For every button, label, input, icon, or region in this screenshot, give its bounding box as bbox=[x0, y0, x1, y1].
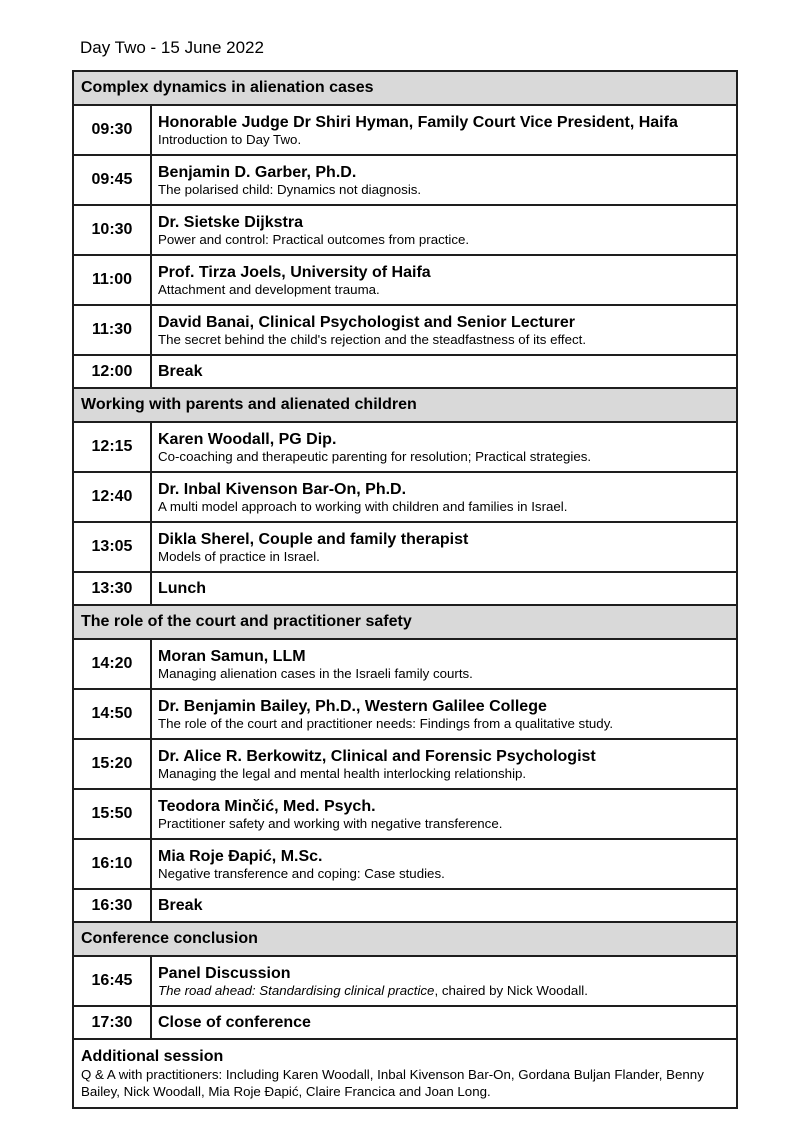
talk-title: Co-coaching and therapeutic parenting for resolution; Practical strategies. bbox=[158, 448, 592, 464]
talk-title-italic: The road ahead: Standardising clinical practice bbox=[158, 982, 435, 998]
talk-title: The secret behind the child's rejection and the steadfastness of its effect. bbox=[158, 331, 587, 347]
session-row bbox=[73, 789, 737, 839]
speaker-name: Moran Samun, LLM bbox=[158, 647, 306, 665]
session-time: 16:10 bbox=[73, 839, 151, 889]
section-title: Working with parents and alienated children bbox=[73, 388, 737, 422]
speaker-name: Dr. Benjamin Bailey, Ph.D., Western Galilee College bbox=[158, 697, 547, 715]
speaker-name: Dr. Inbal Kivenson Bar-On, Ph.D. bbox=[158, 480, 407, 498]
speaker-name: Teodora Minčić, Med. Psych. bbox=[158, 797, 376, 815]
section-title: The role of the court and practitioner safety bbox=[73, 605, 737, 639]
lunch-row bbox=[73, 572, 737, 605]
talk-title: Managing alienation cases in the Israeli family courts. bbox=[158, 665, 473, 681]
session-row bbox=[73, 522, 737, 572]
page-title: Day Two - 15 June 2022 bbox=[80, 38, 264, 57]
session-row bbox=[73, 155, 737, 205]
session-time: 09:45 bbox=[73, 155, 151, 205]
section-header bbox=[73, 388, 737, 422]
section-header bbox=[73, 922, 737, 956]
session-row bbox=[73, 305, 737, 355]
talk-title: Introduction to Day Two. bbox=[158, 131, 302, 147]
talk-title bbox=[158, 983, 730, 999]
speaker-name: Dr. Sietske Dijkstra bbox=[158, 213, 303, 231]
session-row bbox=[73, 105, 737, 155]
session-time: 13:30 bbox=[73, 572, 151, 605]
additional-text: Q & A with practitioners: Including Karen Woodall, Inbal Kivenson Bar-On, Gordana Buljan Flander, Benny Bailey, Nick Woodall, Mia Roje Đapić, Claire Francica and Joan Long. bbox=[81, 1067, 704, 1099]
session-row bbox=[73, 689, 737, 739]
session-time: 12:00 bbox=[73, 355, 151, 388]
session-time: 14:20 bbox=[73, 639, 151, 689]
session-time: 15:50 bbox=[73, 789, 151, 839]
break-row bbox=[73, 889, 737, 922]
session-row bbox=[73, 839, 737, 889]
speaker-name: Dikla Sherel, Couple and family therapist bbox=[158, 530, 469, 548]
session-time: 17:30 bbox=[73, 1006, 151, 1039]
session-row bbox=[73, 472, 737, 522]
talk-title: Practitioner safety and working with negative transference. bbox=[158, 815, 503, 831]
session-row bbox=[73, 422, 737, 472]
session-time: 15:20 bbox=[73, 739, 151, 789]
talk-title: Negative transference and coping: Case studies. bbox=[158, 865, 445, 881]
closing-row bbox=[73, 1006, 737, 1039]
talk-title: Models of practice in Israel. bbox=[158, 548, 320, 564]
section-header bbox=[73, 71, 737, 105]
break-label: Break bbox=[158, 362, 203, 380]
session-row bbox=[73, 255, 737, 305]
talk-title: Attachment and development trauma. bbox=[158, 281, 380, 297]
speaker-name: Panel Discussion bbox=[158, 964, 291, 982]
talk-title: A multi model approach to working with children and families in Israel. bbox=[158, 498, 568, 514]
additional-title: Additional session bbox=[81, 1048, 224, 1065]
talk-title: Managing the legal and mental health interlocking relationship. bbox=[158, 765, 527, 781]
additional-session bbox=[73, 1039, 737, 1108]
talk-title: Power and control: Practical outcomes from practice. bbox=[158, 231, 470, 247]
session-time: 16:30 bbox=[73, 889, 151, 922]
speaker-name: David Banai, Clinical Psychologist and Senior Lecturer bbox=[158, 313, 575, 331]
closing-label: Close of conference bbox=[158, 1013, 311, 1031]
session-row bbox=[73, 205, 737, 255]
break-label: Break bbox=[158, 896, 203, 914]
session-time: 11:30 bbox=[73, 305, 151, 355]
break-row bbox=[73, 355, 737, 388]
schedule-table bbox=[72, 70, 738, 1109]
speaker-name: Honorable Judge Dr Shiri Hyman, Family Court Vice President, Haifa bbox=[158, 113, 678, 131]
section-header bbox=[73, 605, 737, 639]
talk-title: The polarised child: Dynamics not diagnosis. bbox=[158, 181, 422, 197]
session-row bbox=[73, 639, 737, 689]
session-row bbox=[73, 956, 737, 1006]
lunch-label: Lunch bbox=[158, 579, 206, 597]
session-time: 10:30 bbox=[73, 205, 151, 255]
session-time: 09:30 bbox=[73, 105, 151, 155]
section-title: Complex dynamics in alienation cases bbox=[73, 71, 737, 105]
talk-title: The role of the court and practitioner needs: Findings from a qualitative study. bbox=[158, 715, 614, 731]
session-time: 12:40 bbox=[73, 472, 151, 522]
session-time: 16:45 bbox=[73, 956, 151, 1006]
session-time: 12:15 bbox=[73, 422, 151, 472]
speaker-name: Mia Roje Đapić, M.Sc. bbox=[158, 847, 323, 865]
session-time: 11:00 bbox=[73, 255, 151, 305]
session-time: 14:50 bbox=[73, 689, 151, 739]
speaker-name: Benjamin D. Garber, Ph.D. bbox=[158, 163, 357, 181]
session-row bbox=[73, 739, 737, 789]
speaker-name: Prof. Tirza Joels, University of Haifa bbox=[158, 263, 431, 281]
speaker-name: Dr. Alice R. Berkowitz, Clinical and Forensic Psychologist bbox=[158, 747, 596, 765]
speaker-name: Karen Woodall, PG Dip. bbox=[158, 430, 337, 448]
session-time: 13:05 bbox=[73, 522, 151, 572]
section-title: Conference conclusion bbox=[73, 922, 737, 956]
talk-title-rest: , chaired by Nick Woodall. bbox=[434, 982, 588, 998]
